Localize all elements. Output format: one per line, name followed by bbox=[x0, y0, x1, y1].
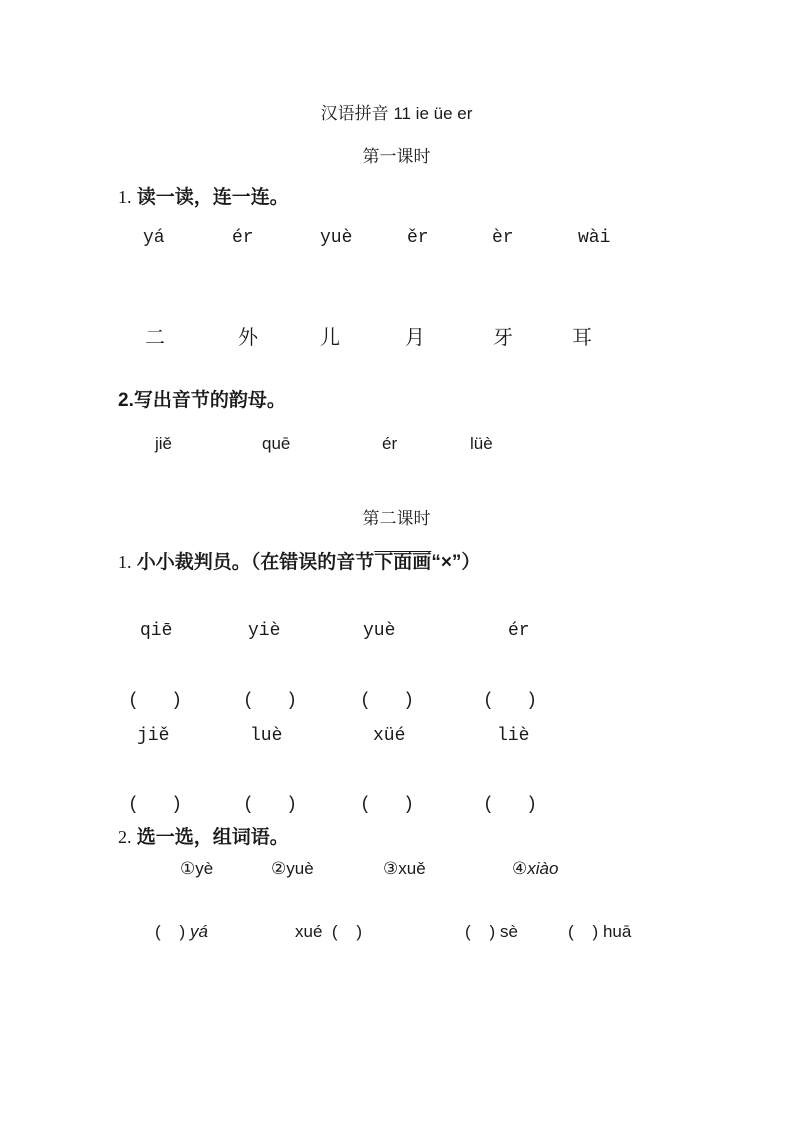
pinyin-syllable: èr bbox=[492, 228, 514, 248]
hanzi-character: 牙 bbox=[493, 327, 513, 349]
hanzi-character: 耳 bbox=[572, 327, 592, 349]
hanzi-character: 月 bbox=[405, 327, 425, 349]
answer-blank: ( ) bbox=[568, 922, 599, 941]
option-2 bbox=[271, 858, 314, 880]
pinyin-syllable: lüè bbox=[470, 434, 493, 453]
s2-item1-heading bbox=[118, 550, 480, 575]
option-4 bbox=[512, 858, 558, 880]
answer-blank: ( ) bbox=[243, 795, 298, 815]
pinyin-syllable: ér bbox=[232, 228, 254, 248]
section2-heading: 第二课时 bbox=[362, 509, 431, 528]
option-circled-number: ② bbox=[271, 859, 287, 878]
s2-item2-heading bbox=[118, 825, 289, 850]
s1-item1-number: 1. bbox=[118, 187, 132, 207]
s2-item2-label: 选一选，组词语。 bbox=[136, 827, 289, 848]
pinyin-syllable: wài bbox=[578, 228, 611, 248]
answer-word: huā bbox=[602, 922, 632, 941]
pinyin-syllable: ér bbox=[508, 621, 530, 641]
option-3 bbox=[383, 858, 426, 880]
s2-item1-number: 1. bbox=[118, 552, 132, 572]
pinyin-syllable: jiě bbox=[155, 434, 173, 453]
answer-word: sè bbox=[499, 922, 518, 941]
hanzi-character: 外 bbox=[238, 327, 258, 349]
pinyin-syllable: yuè bbox=[320, 228, 353, 248]
answer-word: xué bbox=[295, 922, 323, 941]
answer-blank: ( ) bbox=[243, 691, 298, 711]
hanzi-character: 儿 bbox=[320, 327, 340, 349]
answer-blank: ( ) bbox=[128, 691, 183, 711]
section1-heading: 第一课时 bbox=[362, 147, 431, 166]
answer-blank: ( ) bbox=[483, 691, 538, 711]
answer-blank: ( ) bbox=[483, 795, 538, 815]
s1-item2-number: 2. bbox=[118, 390, 134, 411]
pinyin-syllable: luè bbox=[250, 726, 283, 746]
page-title: 汉语拼音 11 ie üe er bbox=[320, 104, 473, 123]
answer-blank: ( ) bbox=[360, 795, 415, 815]
option-circled-number: ④ bbox=[512, 859, 528, 878]
answer-blank: ( ) bbox=[360, 691, 415, 711]
pinyin-syllable: jiě bbox=[137, 726, 170, 746]
hanzi-character: 二 bbox=[145, 327, 165, 349]
answer-cell bbox=[155, 921, 208, 943]
s2-item1-label-part1: 小小裁判员。（在错误的音节 bbox=[136, 552, 375, 573]
option-syllable: xuě bbox=[398, 859, 426, 878]
answer-blank: ( ) bbox=[128, 795, 183, 815]
answer-cell bbox=[295, 921, 362, 943]
pinyin-syllable: qiē bbox=[140, 621, 173, 641]
pinyin-syllable: liè bbox=[497, 726, 530, 746]
s1-item2-label: 写出音节的韵母。 bbox=[133, 390, 286, 411]
option-1 bbox=[180, 858, 213, 880]
pinyin-syllable: quē bbox=[262, 434, 291, 453]
s1-item1-label: 读一读，连一连。 bbox=[136, 187, 289, 208]
option-circled-number: ① bbox=[180, 859, 196, 878]
answer-blank: ( ) bbox=[465, 922, 496, 941]
pinyin-syllable: xüé bbox=[373, 726, 406, 746]
s1-item1-heading bbox=[118, 185, 289, 210]
answer-cell bbox=[465, 921, 518, 943]
option-syllable: xiào bbox=[527, 859, 559, 878]
s1-item2-heading bbox=[118, 389, 286, 413]
answer-blank: ( ) bbox=[155, 922, 186, 941]
answer-word: yá bbox=[189, 922, 208, 941]
option-circled-number: ③ bbox=[383, 859, 399, 878]
s2-item1-label-overlined: 下面画 bbox=[374, 552, 432, 573]
pinyin-syllable: yuè bbox=[363, 621, 396, 641]
pinyin-syllable: ěr bbox=[407, 228, 429, 248]
option-syllable: yè bbox=[195, 859, 214, 878]
pinyin-syllable: yiè bbox=[248, 621, 281, 641]
answer-cell bbox=[568, 921, 631, 943]
s2-item2-number: 2. bbox=[118, 827, 132, 847]
s2-item1-label-part2: “×”） bbox=[431, 552, 481, 573]
pinyin-syllable: yá bbox=[143, 228, 165, 248]
answer-blank: ( ) bbox=[331, 922, 363, 941]
option-syllable: yuè bbox=[286, 859, 314, 878]
pinyin-syllable: ér bbox=[382, 434, 398, 453]
